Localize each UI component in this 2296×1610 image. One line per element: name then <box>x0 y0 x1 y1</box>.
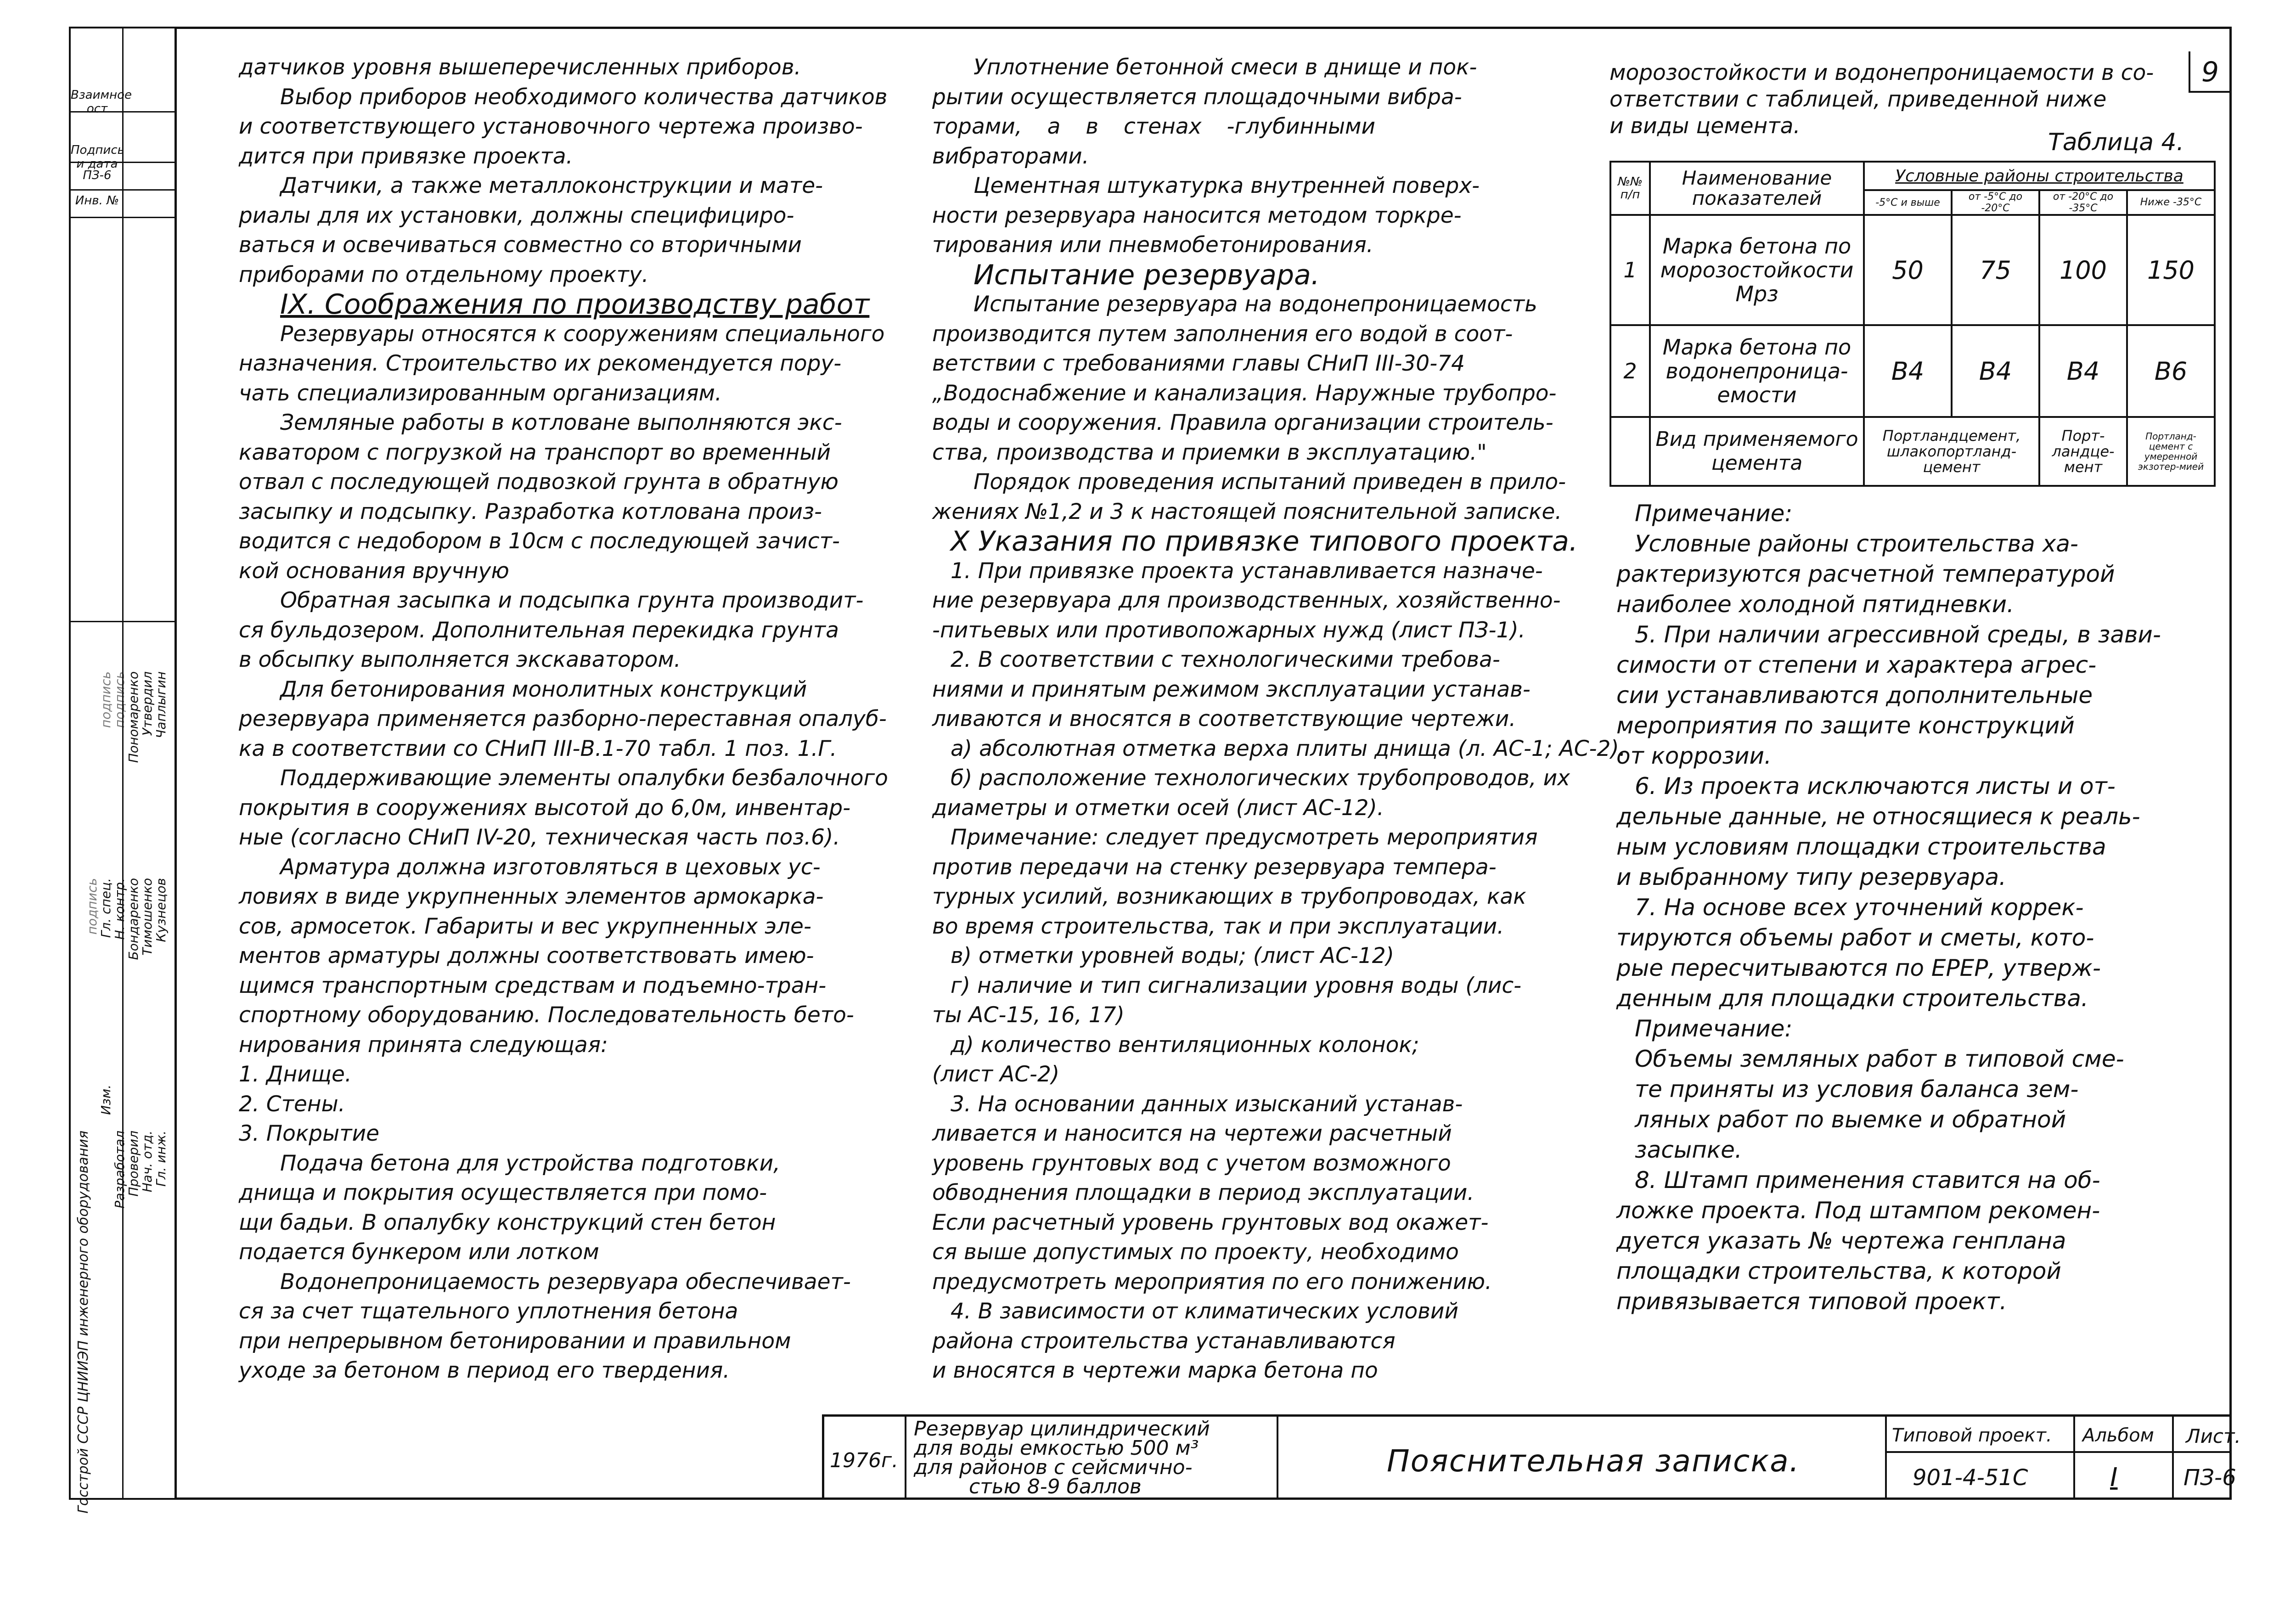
line: датчиков уровня вышеперечисленных приборов. <box>239 55 801 80</box>
table-4 <box>1609 161 2216 487</box>
line: риалы для их установки, должны специфициро- <box>239 203 794 228</box>
table-header-name: Наименование показателей <box>1650 162 1864 215</box>
line: и соответствующего установочного чертежа произво- <box>239 114 863 139</box>
strip-signature-1: подпись <box>112 671 127 728</box>
table-header-temp: от -20°С до -35°С <box>2039 190 2127 215</box>
line: назначения. Строительство их рекомендуется пору- <box>239 351 842 376</box>
strip-label-1: Разработал <box>112 1131 127 1209</box>
strip-label-3: Нач. отд. <box>140 1131 155 1193</box>
line: ся бульдозером. Дополнительная перекидка грунта <box>239 617 839 643</box>
line: симости от степени и характера агрес- <box>1616 652 2097 678</box>
line: каватором с погрузкой на транспорт во временный <box>239 439 831 465</box>
line: торами, а в стенах -глубинными <box>932 114 1376 139</box>
line: диаметры и отметки осей (лист АС-12). <box>932 795 1384 821</box>
stamp-title-line: Резервуар цилиндрический <box>914 1417 1210 1441</box>
table-header-temp: от -5°С до -20°С <box>1952 190 2039 215</box>
table-cell-value: 75 <box>1952 215 2039 325</box>
line: дельные данные, не относящиеся к реаль- <box>1616 803 2140 830</box>
line: 3. Покрытие <box>239 1121 380 1146</box>
line: 7. На основе всех уточнений коррек- <box>1635 894 2084 921</box>
line: Поддерживающие элементы опалубки безбалочного <box>280 766 888 791</box>
sheet-number: 9 <box>2189 51 2230 93</box>
line: ся за счет тщательного уплотнения бетона <box>239 1299 738 1324</box>
line: 2. Стены. <box>239 1091 345 1117</box>
title-block <box>822 1414 2241 1500</box>
stamp-project-value: 901-4-51С <box>1913 1465 2028 1491</box>
line: Датчики, а также металлоконструкции и мате- <box>280 173 823 198</box>
line: Порядок проведения испытаний приведен в прило- <box>974 469 1566 495</box>
line: 2. В соответствии с технологическими требова- <box>951 647 1500 672</box>
text-column-2 <box>932 53 1626 1386</box>
line: рые пересчитываются по ЕРЕР, утверж- <box>1616 955 2101 981</box>
line: ка в соответствии со СНиП III-В.1-70 табл. 1 поз. 1.Г. <box>239 736 837 761</box>
line: водится с недобором в 10см с последующей зачист- <box>239 529 840 554</box>
line: днища и покрытия осуществляется при помо- <box>239 1180 767 1205</box>
line: денным для площадки строительства. <box>1616 985 2088 1012</box>
line: ловиях в виде укрупненных элементов армокарка- <box>239 884 824 909</box>
line: 8. Штамп применения ставится на об- <box>1635 1167 2100 1193</box>
line: ным условиям площадки строительства <box>1616 833 2106 860</box>
strip-box-4: Инв. № <box>75 194 119 208</box>
line: Земляные работы в котловане выполняются экс- <box>280 410 842 435</box>
table-cell-no: 1 <box>1610 215 1650 325</box>
text-column-3-top <box>1609 60 2154 140</box>
table-cell-value: В4 <box>1864 325 1952 417</box>
line: во время строительства, так и при эксплуатации. <box>932 913 1504 939</box>
line: Испытание резервуара на водонепроницаемость <box>974 292 1537 317</box>
line: чать специализированным организациям. <box>239 380 722 406</box>
strip-name-3: Пономаренко <box>126 671 141 763</box>
line: уровень грунтовых вод с учетом возможного <box>932 1150 1451 1176</box>
strip-label-2: Проверил <box>126 1131 141 1197</box>
line: сов, армосеток. Габариты и вес укрупненных эле- <box>239 913 811 939</box>
line: ты АС-15, 16, 17) <box>932 1002 1125 1028</box>
strip-org: Госстрой СССР ЦНИИЭП инженерного оборудования <box>75 1131 91 1514</box>
line: ности резервуара наносится методом торкре- <box>932 203 1462 228</box>
text-column-1 <box>239 53 888 1386</box>
table-cell-value: В4 <box>1952 325 2039 417</box>
line: ложке проекта. Под штампом рекомен- <box>1616 1197 2100 1224</box>
line: и виды цемента. <box>1609 113 1801 139</box>
strip-box-3: ПЗ-6 <box>83 169 112 182</box>
line: отвал с последующей подвозкой грунта в обратную <box>239 469 838 495</box>
strip-label-7: Утвердил <box>140 671 155 736</box>
line: Примечание: следует предусмотреть мероприятия <box>951 825 1538 850</box>
line: и вносятся в чертежи марка бетона по <box>932 1358 1378 1383</box>
table-header-group: Условные районы строительства <box>1864 162 2215 190</box>
line: привязывается типовой проект. <box>1616 1288 2007 1315</box>
strip-label-0: Изм. <box>98 1085 113 1115</box>
strip-signature-0: подпись <box>98 671 113 728</box>
line: спортному оборудованию. Последовательность бето- <box>239 1002 854 1028</box>
strip-divider <box>122 28 124 1498</box>
line: и выбранному типу резервуара. <box>1616 864 2007 890</box>
table-cell-value: 150 <box>2127 215 2215 325</box>
left-binding-strip <box>69 27 174 1514</box>
line: дится при привязке проекта. <box>239 143 573 169</box>
line: ливается и наносится на чертежи расчетный <box>932 1121 1452 1146</box>
line: при непрерывном бетонировании и правильном <box>239 1328 791 1354</box>
line: Цементная штукатурка внутренней поверх- <box>974 173 1480 198</box>
line: Обратная засыпка и подсыпка грунта производит- <box>280 588 864 613</box>
line: в) отметки уровней воды; (лист АС-12) <box>951 943 1394 968</box>
line: 6. Из проекта исключаются листы и от- <box>1635 773 2116 799</box>
line: предусмотреть мероприятия по его понижению. <box>932 1269 1492 1295</box>
table-header-temp: Ниже -35°С <box>2127 190 2215 215</box>
line: сии устанавливаются дополнительные <box>1616 682 2093 709</box>
table-cell-name: Марка бетона по морозостойкости Мрз <box>1650 215 1864 325</box>
line: щи бадьи. В опалубку конструкций стен бетон <box>239 1210 776 1235</box>
line: -питьевых или противопожарных нужд (лист ПЗ-1). <box>932 617 1525 643</box>
line: „Водоснабжение и канализация. Наружные трубопро- <box>932 380 1557 406</box>
stamp-year: 1976г. <box>830 1449 899 1472</box>
table-cell-value: Портландцемент, шлакопортланд-цемент <box>1864 417 2039 486</box>
line: района строительства устанавливаются <box>932 1328 1396 1354</box>
line: Подача бетона для устройства подготовки, <box>280 1150 781 1176</box>
note-heading: Примечание: <box>1635 500 1793 527</box>
line: ответствии с таблицей, приведенной ниже <box>1609 87 2107 112</box>
line: б) расположение технологических трубопроводов, их <box>951 766 1570 791</box>
table-cell-no <box>1610 417 1650 486</box>
table-cell-value: В4 <box>2039 325 2127 417</box>
line: вибраторами. <box>932 143 1089 169</box>
line: засыпке. <box>1635 1137 1742 1163</box>
line: Арматура должна изготовляться в цеховых ус- <box>280 854 821 880</box>
line: производится путем заполнения его водой в соот- <box>932 321 1513 347</box>
line: щимся транспортным средствам и подъемно-тран- <box>239 973 827 998</box>
table-cell-value: В6 <box>2127 325 2215 417</box>
strip-label-5: Гл. спец. <box>98 878 113 938</box>
strip-name-0: Бондаренко <box>126 878 141 960</box>
line: турных усилий, возникающих в трубопроводах, как <box>932 884 1526 909</box>
table-cell-value: Портланд-цемент с умеренной экзотер-мией <box>2127 417 2215 486</box>
table-cell-value: 100 <box>2039 215 2127 325</box>
line: приборами по отдельному проекту. <box>239 262 649 287</box>
line: 5. При наличии агрессивной среды, в зави- <box>1635 621 2161 648</box>
table-cell-value: 50 <box>1864 215 1952 325</box>
line: дуется указать № чертежа генплана <box>1616 1227 2066 1254</box>
line: подается бункером или лотком <box>239 1239 599 1265</box>
stamp-title-line: стью 8-9 баллов <box>969 1475 1142 1498</box>
line: наиболее холодной пятидневки. <box>1616 591 2015 618</box>
line: Резервуары относятся к сооружениям специального <box>280 321 885 347</box>
line: ства, производства и приемки в эксплуатацию." <box>932 439 1487 465</box>
line: жениях №1,2 и 3 к настоящей пояснительной записке. <box>932 499 1562 524</box>
strip-name-1: Тимошенко <box>140 878 155 956</box>
strip-label-4: Гл. инж. <box>153 1131 169 1187</box>
line: воды и сооружения. Правила организации строитель- <box>932 410 1553 435</box>
table-cell-name: Вид применяемого цемента <box>1650 417 1864 486</box>
line: ляных работ по выемке и обратной <box>1635 1106 2066 1133</box>
table-cell-name: Марка бетона по водонепроница-емости <box>1650 325 1864 417</box>
section-heading-x: X Указания по привязке типового проекта. <box>951 525 1578 557</box>
stamp-title <box>914 1419 1210 1497</box>
line: ветствии с требованиями главы СНиП III-30-74 <box>932 351 1465 376</box>
table-cell-no: 2 <box>1610 325 1650 417</box>
table-header-temp: -5°С и выше <box>1864 190 1952 215</box>
line: нирования принята следующая: <box>239 1032 608 1058</box>
stamp-doc-name: Пояснительная записка. <box>1387 1443 1800 1479</box>
line: площадки строительства, к которой <box>1616 1258 2061 1284</box>
line: рытии осуществляется площадочными вибра- <box>932 84 1462 110</box>
line: тирования или пневмобетонирования. <box>932 232 1373 258</box>
stamp-album-value: I <box>2110 1463 2118 1492</box>
line: Если расчетный уровень грунтовых вод окажет- <box>932 1210 1489 1235</box>
table-header-no: №№ п/п <box>1610 162 1650 215</box>
line: резервуара применяется разборно-переставная опалуб- <box>239 706 887 732</box>
line: 3. На основании данных изысканий устанав- <box>951 1091 1463 1117</box>
stamp-title-line: для воды емкостью 500 м³ <box>914 1436 1199 1460</box>
line: ние резервуара для производственных, хозяйственно- <box>932 588 1561 613</box>
line: засыпку и подсыпку. Разработка котлована произ- <box>239 499 822 524</box>
line: в обсыпку выполняется экскаватором. <box>239 647 681 672</box>
line: обводнения площадки в период эксплуатации. <box>932 1180 1474 1205</box>
strip-label-6: Н. контр. <box>112 878 127 940</box>
strip-box-1: Взаимное ост <box>71 88 132 116</box>
line: 1. При привязке проекта устанавливается назначе- <box>951 558 1543 584</box>
line: ливаются и вносятся в соответствующие чертежи. <box>932 706 1516 732</box>
line: 4. В зависимости от климатических условий <box>951 1299 1458 1324</box>
stamp-project-label: Типовой проект. <box>1892 1425 2052 1446</box>
line: кой основания вручную <box>239 558 509 584</box>
line: г) наличие и тип сигнализации уровня воды (лис- <box>951 973 1522 998</box>
note-heading: Примечание: <box>1635 1015 1793 1042</box>
table-cell-value: Порт-ландце-мент <box>2039 417 2127 486</box>
stamp-title-line: для районов с сейсмично- <box>914 1456 1193 1479</box>
strip-name-2: Кузнецов <box>153 878 169 942</box>
line: мероприятия по защите конструкций <box>1616 712 2075 739</box>
line: ментов арматуры должны соответствовать имею- <box>239 943 814 968</box>
line: Выбор приборов необходимого количества датчиков <box>280 84 888 110</box>
stamp-sheet-value: ПЗ-6 <box>2183 1465 2236 1491</box>
line: ные (согласно СНиП IV-20, техническая часть поз.6). <box>239 825 840 850</box>
line: ваться и освечиваться совместно со вторичными <box>239 232 802 258</box>
line: Водонепроницаемость резервуара обеспечивает- <box>280 1269 851 1295</box>
line: от коррозии. <box>1616 743 1772 769</box>
section-heading-ix: IX. Соображения по производству работ <box>280 288 870 321</box>
line: д) количество вентиляционных колонок; <box>951 1032 1419 1058</box>
stamp-sheet-label: Лист. <box>2186 1425 2241 1447</box>
stamp-album-label: Альбом <box>2082 1425 2154 1446</box>
line: ниями и принятым режимом эксплуатации устанав- <box>932 676 1531 702</box>
section-heading-testing: Испытание резервуара. <box>974 259 1320 291</box>
line: Уплотнение бетонной смеси в днище и пок- <box>974 55 1477 80</box>
line: (лист АС-2) <box>932 1062 1060 1087</box>
line: рактеризуются расчетной температурой <box>1616 561 2115 587</box>
line: те приняты из условия баланса зем- <box>1635 1076 2079 1103</box>
line: Для бетонирования монолитных конструкций <box>280 676 807 702</box>
line: против передачи на стенку резервуара темпера- <box>932 854 1497 880</box>
strip-name-4: Чаплыгин <box>153 671 169 738</box>
strip-box-2: Подпись и дата <box>71 143 124 171</box>
line: а) абсолютная отметка верха плиты днища (л. АС-1; АС-2). <box>951 736 1626 761</box>
line: морозостойкости и водонепроницаемости в со- <box>1609 60 2154 85</box>
line: покрытия в сооружениях высотой до 6,0м, инвентар- <box>239 795 851 821</box>
line: Объемы земляных работ в типовой сме- <box>1635 1046 2124 1072</box>
line: Условные районы строительства ха- <box>1635 530 2078 557</box>
line: тируются объемы работ и сметы, кото- <box>1616 924 2094 951</box>
text-column-3-bottom <box>1616 498 2161 1317</box>
table-4-title: Таблица 4. <box>2048 129 2184 156</box>
line: 1. Днище. <box>239 1062 352 1087</box>
line: уходе за бетоном в период его твердения. <box>239 1358 730 1383</box>
line: ся выше допустимых по проекту, необходимо <box>932 1239 1459 1265</box>
strip-signature-2: подпись <box>84 878 100 935</box>
